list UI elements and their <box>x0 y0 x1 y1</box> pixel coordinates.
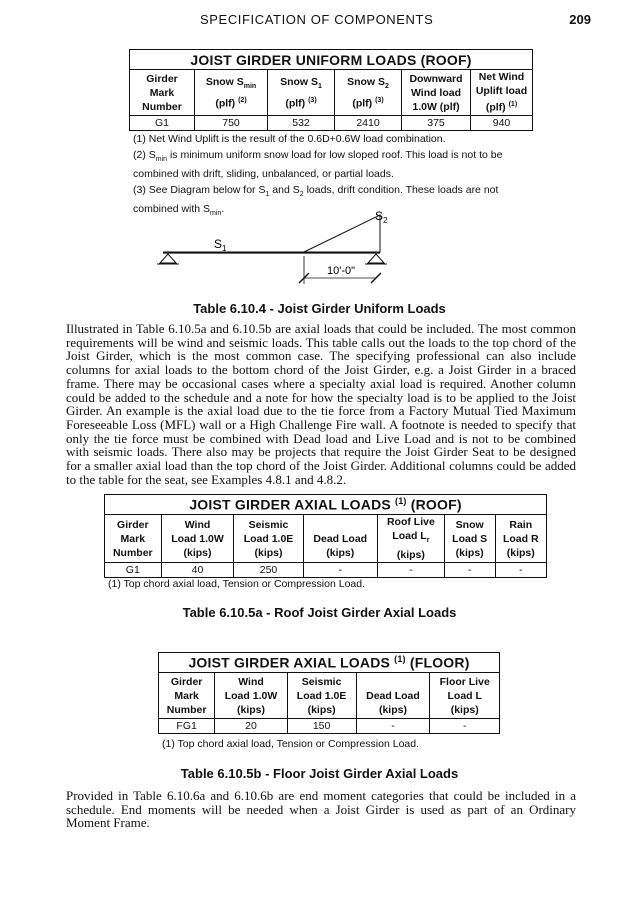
header-snow-smin: Snow $S_{min}$ (plf) $^{(2)}$ <box>195 70 268 116</box>
cell-wind-load: 20 <box>215 719 287 734</box>
table-title: JOIST GIRDER AXIAL LOADS $^{(1)}$ (FLOOR) <box>159 653 500 673</box>
header-seismic-load: Seismic Load 1.0E (kips) <box>234 515 303 563</box>
table-row <box>130 116 533 131</box>
header-girder-mark: Girder Mark Number <box>105 515 162 563</box>
cell-rain-load: - <box>495 563 546 578</box>
drift-load-diagram <box>0 208 639 288</box>
table-header-row <box>130 70 533 116</box>
table-row <box>159 719 500 734</box>
footnote-3: (3) See Diagram below for $S_1$ and $S_2$ loads, drift condition. These loads are not <box>133 183 499 198</box>
dim-label: 10'-0" <box>326 265 356 277</box>
header-snow-s1: Snow $S_1$ (plf) $^{(3)}$ <box>268 70 335 116</box>
cell-wind-load: 40 <box>161 563 234 578</box>
header-snow-load: Snow Load S (kips) <box>444 515 495 563</box>
table2-footnote: (1) Top chord axial load, Tension or Compression Load. <box>108 578 366 590</box>
cell-roof-live-load: - <box>377 563 444 578</box>
cell-dead-load: - <box>356 719 430 734</box>
header-roof-live-load: Roof Live Load $L_r$ (kips) <box>377 515 444 563</box>
table3-footnote: (1) Top chord axial load, Tension or Compression Load. <box>162 738 420 750</box>
header-rain-load: Rain Load R (kips) <box>495 515 546 563</box>
drift-load-triangle <box>304 215 380 252</box>
header-floor-live-load: Floor Live Load L (kips) <box>430 673 500 719</box>
footnote-1: (1) Net Wind Uplift is the result of the 0.6D+0.6W load combination. <box>133 133 446 145</box>
table-title: JOIST GIRDER UNIFORM LOADS (ROOF) <box>130 50 533 70</box>
header-seismic-load: Seismic Load 1.0E (kips) <box>287 673 356 719</box>
cell-floor-live-load: - <box>430 719 500 734</box>
caption-table-6-10-4: Table 6.10.4 - Joist Girder Uniform Loads <box>193 301 446 316</box>
caption-table-6-10-5a: Table 6.10.5a - Roof Joist Girder Axial Loads <box>182 605 457 620</box>
footnote-2: (2) $S_{min}$ is minimum uniform snow load for low sloped roof. This load is not to be <box>133 148 503 163</box>
header-dead-load: Dead Load (kips) <box>303 515 377 563</box>
running-header <box>0 12 639 32</box>
cell-snow-smin: 750 <box>195 116 268 131</box>
header-wind-load: Wind Load 1.0W (kips) <box>215 673 287 719</box>
s2-label: $S_2$ <box>375 209 388 225</box>
cell-seismic-load: 150 <box>287 719 356 734</box>
cell-snow-s1: 532 <box>268 116 335 131</box>
header-wind-load: Wind Load 1.0W (kips) <box>161 515 234 563</box>
table-header-row <box>105 515 547 563</box>
uniform-loads-table <box>129 49 533 131</box>
cell-snow-s2: 2410 <box>335 116 402 131</box>
left-support-icon <box>160 254 176 263</box>
cell-girder-mark: G1 <box>105 563 162 578</box>
running-title: SPECIFICATION OF COMPONENTS <box>200 12 434 27</box>
cell-snow-load: - <box>444 563 495 578</box>
table-header-row <box>159 673 500 719</box>
cell-girder-mark: G1 <box>130 116 195 131</box>
s1-label: $S_1$ <box>214 237 227 253</box>
body-paragraph-1: Illustrated in Table 6.10.5a and 6.10.5b are axial loads that could be included. The most common requirements will be wind and seismic loads. This table calls out the loads to the top chord of the Joist Girder, which is the most common case. The specifying professional can also include columns for axial loads to the bottom chord of the Joist Girder, e.g. a Joist Girder in a braced frame. There may be occasional cases where a specialty axial load is required. Another column could be added to the schedule and a note for how the specialty load is to be applied to the Joist Girder. An example is the axial load due to the tie force from a Factory Mutual Tied Maximum Foreseeable Loss (MFL) wall or a High Challenge Fire wall. A footnote is needed to specify that only the tie force must be combined with Dead load and Live Load and is not to be combined with seismic loads. There also may be projects that require the Joist Girder Seat to be designed for a smaller axial load than the top chord of the Joist Girder. Additional columns could be added to the table for the seat, see Examples 4.8.1 and 4.8.2. <box>66 321 576 487</box>
header-downward-wind: Downward Wind load 1.0W (plf) <box>402 70 471 116</box>
table-title: JOIST GIRDER AXIAL LOADS $^{(1)}$ (ROOF) <box>105 495 547 515</box>
page-number: 209 <box>569 12 591 27</box>
cell-downward-wind: 375 <box>402 116 471 131</box>
header-snow-s2: Snow $S_2$ (plf) $^{(3)}$ <box>335 70 402 116</box>
cell-seismic-load: 250 <box>234 563 303 578</box>
footnote-2-cont: combined with drift, sliding, unbalanced, or partial loads. <box>133 168 394 181</box>
header-girder-mark: Girder Mark Number <box>130 70 195 116</box>
table-row <box>105 563 547 578</box>
footnote-3-cont: combined with $S_{min}$. <box>133 203 225 218</box>
cell-net-wind-uplift: 940 <box>471 116 533 131</box>
cell-girder-mark: FG1 <box>159 719 215 734</box>
roof-axial-loads-table <box>104 494 547 578</box>
header-dead-load: Dead Load (kips) <box>356 673 430 719</box>
header-net-wind-uplift: Net Wind Uplift load (plf) $^{(1)}$ <box>471 70 533 116</box>
caption-table-6-10-5b: Table 6.10.5b - Floor Joist Girder Axial Loads <box>180 766 459 781</box>
floor-axial-loads-table <box>158 652 500 734</box>
header-girder-mark: Girder Mark Number <box>159 673 215 719</box>
body-paragraph-2: Provided in Table 6.10.6a and 6.10.6b are end moment categories that could be included in a schedule. End moments will be needed when a Joist Girder is used as part of an Ordinary Moment Frame. <box>66 788 576 831</box>
right-support-icon <box>368 254 384 263</box>
cell-dead-load: - <box>303 563 377 578</box>
